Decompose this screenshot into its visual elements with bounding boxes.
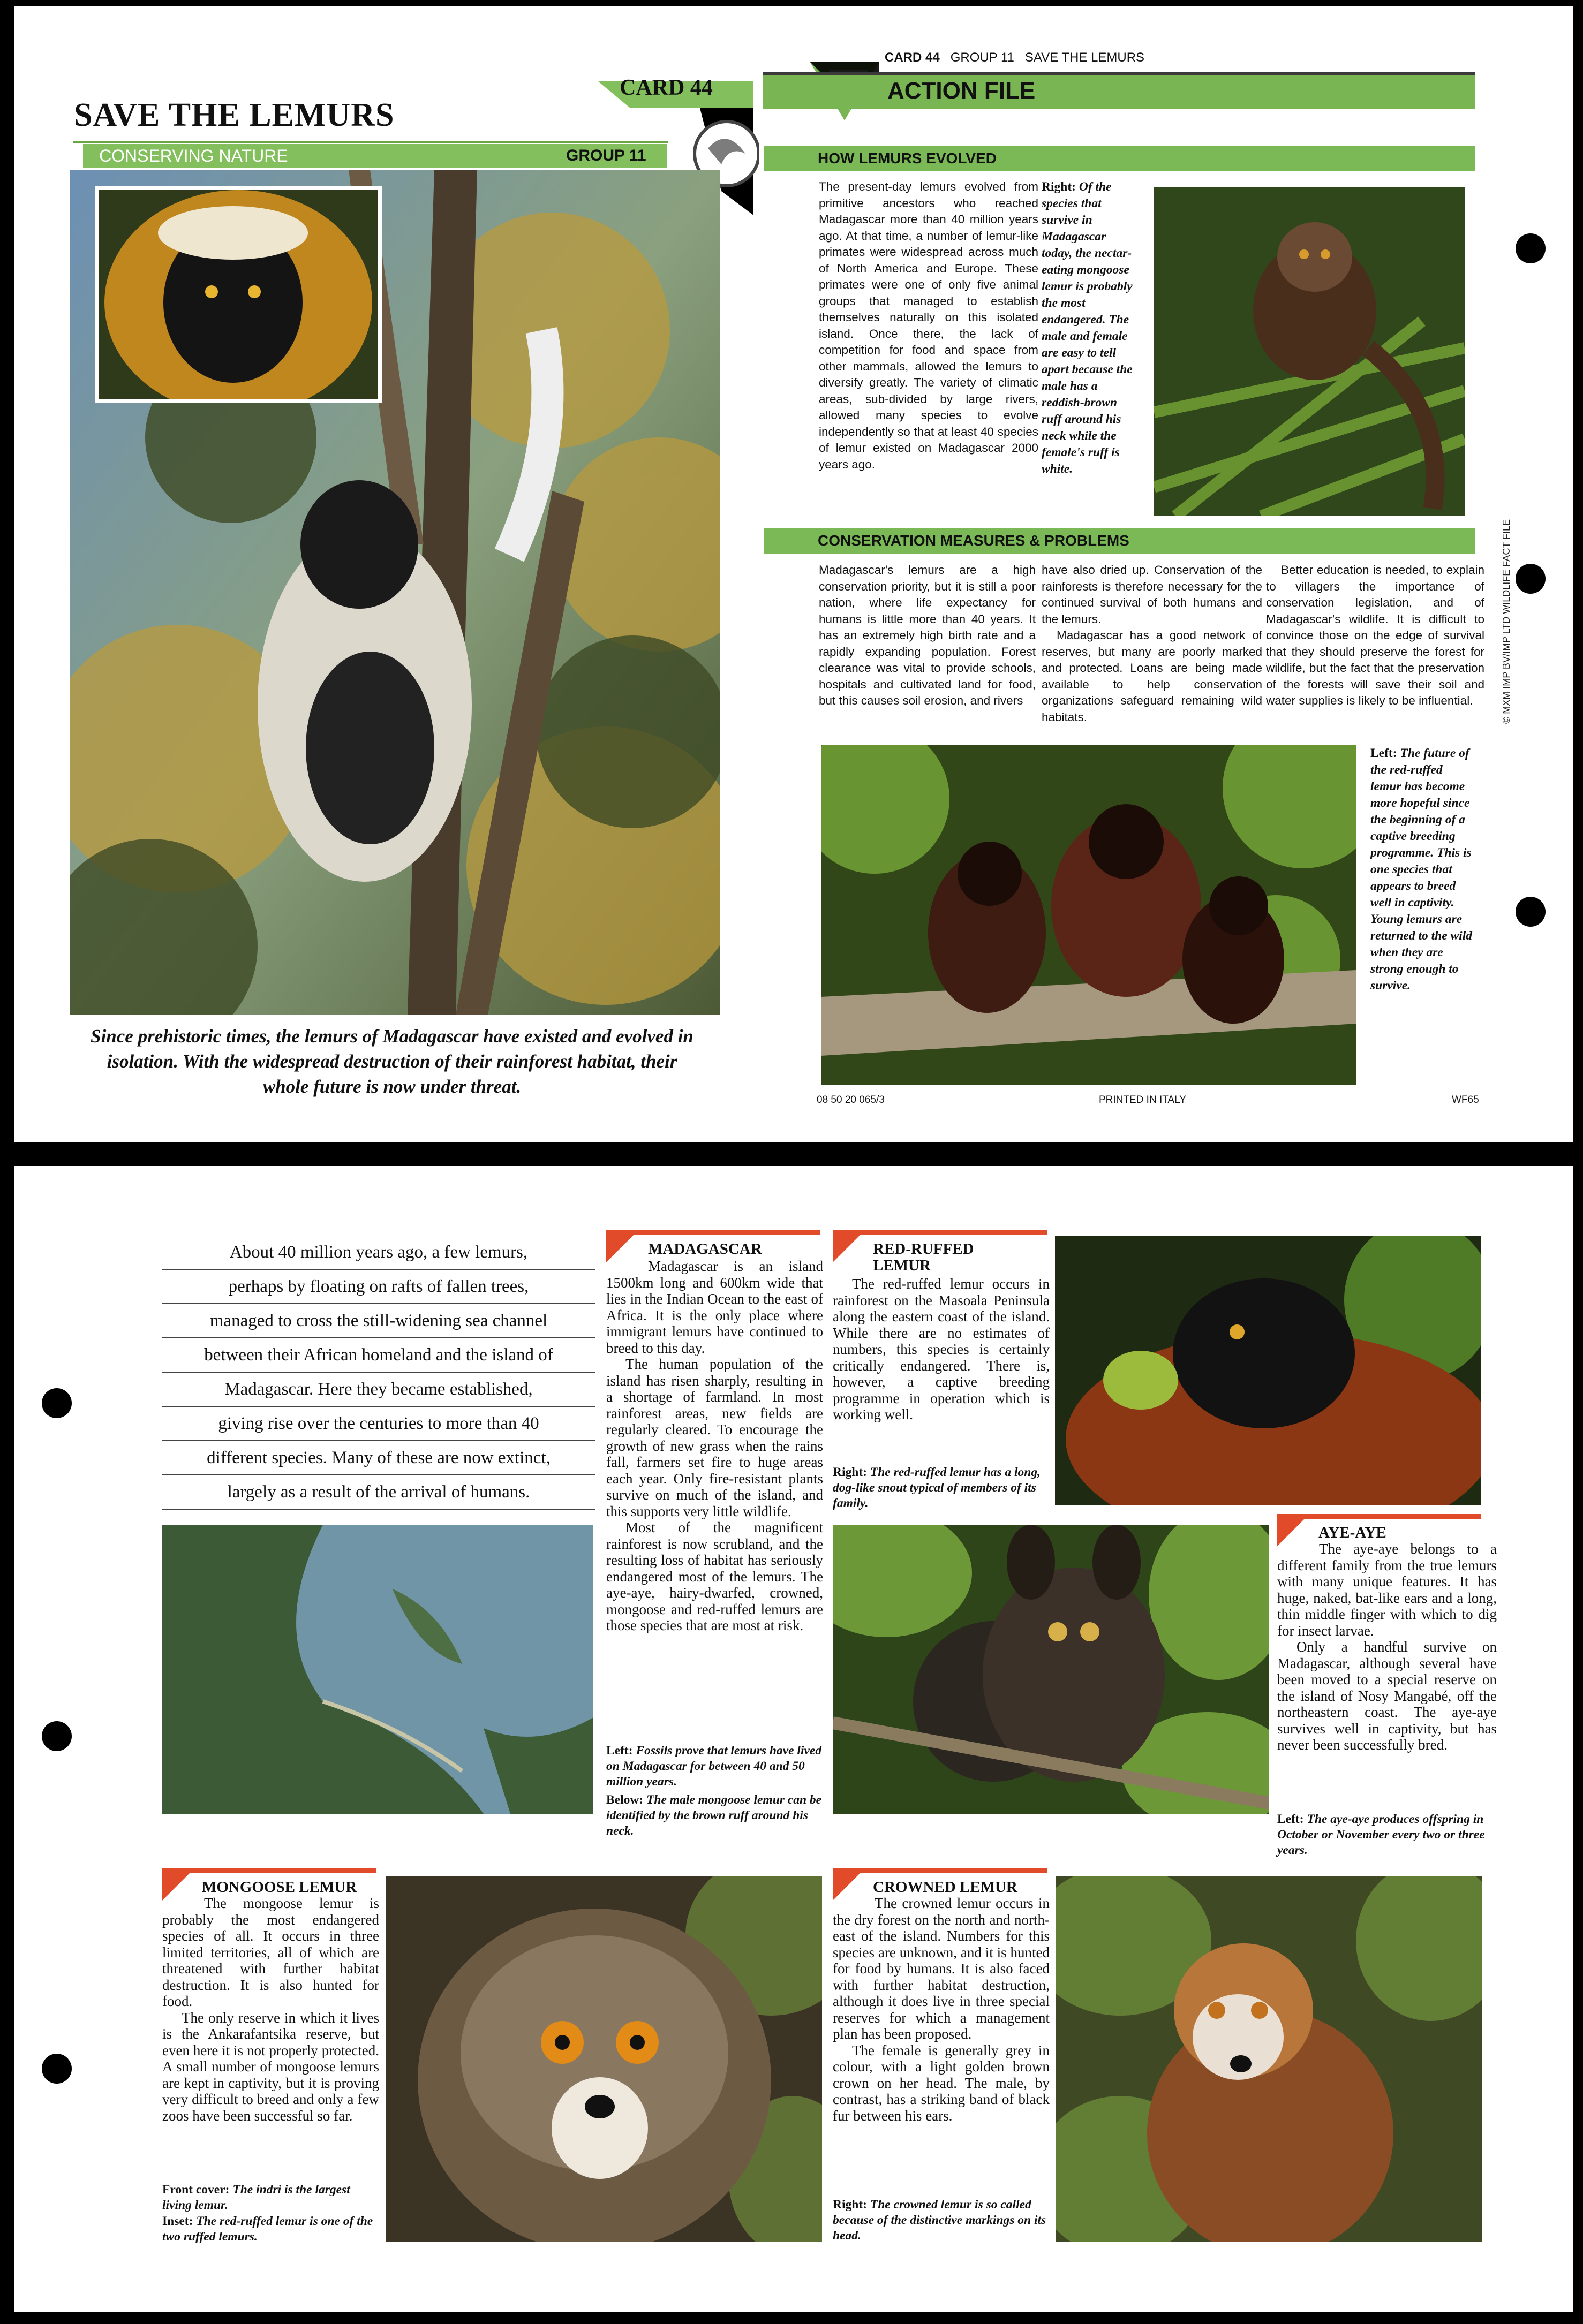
quote-line: giving rise over the centuries to more than 40	[162, 1407, 595, 1441]
madagascar-p1: Madagascar is an island 1500km long and 600km wide that lies in the Indian Ocean to the east of Africa. It is the only place where immigrant lemurs have continued to breed to this day.	[606, 1258, 823, 1356]
binder-hole	[42, 2054, 72, 2084]
caption-text: Fossils prove that lemurs have lived on Madagascar for between 40 and 50 million years.	[606, 1744, 822, 1789]
subtitle-bar	[73, 141, 668, 143]
crowned-photo	[1056, 1876, 1482, 2242]
mongoose-caption-inset	[162, 2214, 376, 2245]
madagascar-text	[606, 1258, 823, 1634]
header-card: CARD 44	[885, 50, 940, 65]
crowned-text	[833, 1895, 1050, 2124]
binder-hole	[42, 1388, 72, 1418]
bottom-card	[14, 1166, 1573, 2312]
quote-line: between their African homeland and the island of	[162, 1338, 595, 1373]
red-ruffed-caption	[833, 1465, 1050, 1511]
action-file-banner	[763, 72, 1475, 109]
crowned-heading: CROWNED LEMUR	[873, 1879, 1017, 1896]
madagascar-heading: MADAGASCAR	[648, 1240, 762, 1258]
mongoose-photo	[386, 1876, 822, 2242]
quote-line: largely as a result of the arrival of humans.	[162, 1475, 595, 1510]
header-title: SAVE THE LEMURS	[1024, 50, 1145, 65]
quote-line: perhaps by floating on rafts of fallen trees,	[162, 1270, 595, 1304]
header-line	[885, 50, 1144, 65]
caption-text: The aye-aye produces offspring in October or November every two or three years.	[1277, 1812, 1485, 1857]
caption-text: The red-ruffed lemur is one of the two ruffed lemurs.	[162, 2214, 373, 2244]
mongoose-p1: The mongoose lemur is probably the most endangered species of all. It occurs in three limited territories, all of which are threatened with further habitat destruction. It is also hunted for food.	[162, 1895, 379, 2009]
mongoose-lemur-photo	[1154, 187, 1465, 516]
quote-line: About 40 million years ago, a few lemurs,	[162, 1236, 595, 1270]
crowned-p2: The female is generally grey in colour, with a light golden brown crown on her head. The male, by contrast, has a striking band of black fur between his ears.	[833, 2042, 1050, 2124]
binder-hole	[42, 1721, 72, 1751]
aye-aye-heading: AYE-AYE	[1318, 1524, 1386, 1541]
red-ruffed-heading: RED-RUFFED LEMUR	[873, 1240, 974, 1274]
caption-text: The male mongoose lemur can be identified by the brown ruff around his neck.	[606, 1793, 822, 1838]
group-label: GROUP 11	[566, 147, 646, 164]
aye-aye-photo	[833, 1525, 1269, 1814]
red-ruffed-rule	[833, 1230, 1047, 1235]
conservation-col3: Better education is needed, to explain to villagers the importance of conservation legislation, and of Madagascar's wildlife. It is difficult to convince those on the edge of survival that they should preserve the forest for wildlife, but the fact that the preservation of the forests will save their soil and water supplies is likely to be influential.	[1266, 563, 1484, 707]
mongoose-rule	[162, 1868, 376, 1873]
caption-lead: Right:	[833, 2198, 867, 2212]
footer-code: 08 50 20 065/3	[817, 1094, 885, 1106]
caption-lead: Inset:	[162, 2214, 193, 2228]
red-ruffed-photo	[1055, 1236, 1481, 1505]
red-ruffed-group-photo	[821, 745, 1356, 1085]
conservation-col1: Madagascar's lemurs are a high conservation priority, but it is still a poor nation, where life expectancy for humans is little more than 40 years. It has an extremely high birth rate and a rapidly expanding population. Forest clearance was vital to provide schools, hospitals and cultivated land for food, but this causes soil erosion, and rivers	[819, 563, 1036, 707]
footer-ref: WF65	[1452, 1094, 1479, 1106]
section-evolved-text: The present-day lemurs evolved from primitive ancestors who reached Madagascar more than 40 million years ago. At that time, a number of lemur-like primates were widespread across much of North America and Europe. These primates were one of only five animal groups that managed to establish themselves naturally on this isolated island. Once there, the lack of competition for food and space from other mammals, allowed the lemurs to diversify greatly. The variety of climatic areas, sub-divided by large rivers, allowed many species to evolve independently so that at least 40 species of lemur existed on Madagascar 2000 years ago.	[819, 180, 1038, 471]
madagascar-p3: Most of the magnificent rainforest is now scrubland, and the resulting loss of habitat has seriously endangered most of the lemurs. The aye-aye, hairy-dwarfed, crowned, mongoose and red-ruffed lemurs are those species that are most at risk.	[606, 1519, 823, 1633]
section-conservation-caption	[1370, 745, 1472, 994]
crowned-rule	[833, 1868, 1047, 1873]
caption-text: The red-ruffed lemur has a long, dog-like snout typical of members of its family.	[833, 1465, 1041, 1510]
red-ruffed-marker	[833, 1230, 865, 1262]
caption-text: Of the species that survive in Madagascar today, the nectar-eating mongoose lemur is probably the most endangered. The male and female are easy to tell apart because the male has a reddish-brown ruff around his neck while the female's ruff is white.	[1042, 180, 1133, 476]
conservation-col2b: Madagascar has a good network of reserves, but many are poorly marked and protected. Loans are being made available to help conservation organizations safeguard remaining wild habitats.	[1042, 629, 1262, 724]
madagascar-p2: The human population of the island has risen sharply, resulting in a shortage of farmland. In most rainforest areas, new fields are regularly cleared. To encourage the growth of new grass when the rains fall, farmers set fire to huge areas each year. Only fire-resistant plants survive on much of the island, and this supports very little wildlife.	[606, 1356, 823, 1519]
intro-text: Since prehistoric times, the lemurs of Madagascar have existed and evolved in isolation. With the widespread destruction of their rainforest habitat, their whole future is now under threat.	[91, 1026, 693, 1097]
caption-lead: Left:	[1370, 746, 1397, 760]
quote-line: different species. Many of these are now extinct,	[162, 1441, 595, 1475]
page-title: SAVE THE LEMURS	[74, 97, 395, 133]
caption-lead: Right:	[833, 1465, 867, 1479]
madagascar-marker	[606, 1230, 638, 1262]
madagascar-caption-left	[606, 1743, 831, 1790]
section-evolved-caption	[1042, 179, 1133, 478]
aye-aye-p1: The aye-aye belongs to a different family from the true lemurs with many unique features. It has huge, naked, bat-like ears and a long, thin middle finger with which to dig for insect larvae.	[1277, 1541, 1497, 1639]
caption-lead: Right:	[1042, 180, 1076, 194]
caption-lead: Below:	[606, 1793, 644, 1807]
red-ruffed-p1: The red-ruffed lemur occurs in rainforest on the Masoala Peninsula along the eastern coast of the island. While there are no estimates of numbers, this species is certainly critically endangered. There is, however, a captive breeding programme in operation which is working well.	[833, 1276, 1050, 1422]
quote-line: managed to cross the still-widening sea channel	[162, 1304, 595, 1338]
mongoose-heading: MONGOOSE LEMUR	[202, 1879, 357, 1896]
caption-lead: Front cover:	[162, 2183, 230, 2197]
caption-text: The indri is the largest living lemur.	[162, 2183, 350, 2212]
crowned-caption	[833, 2197, 1050, 2244]
top-card	[14, 6, 1573, 1142]
conservation-col2a: have also dried up. Conservation of the rainforests is therefore necessary for the continued survival of both humans and the lemurs.	[1042, 563, 1262, 626]
caption-lead: Left:	[606, 1744, 633, 1758]
copyright-text: © MXM IMP BV/IMP LTD WILDLIFE FACT FILE	[1501, 519, 1512, 724]
caption-lead: Left:	[1277, 1812, 1304, 1826]
section-evolved-heading: HOW LEMURS EVOLVED	[764, 146, 1475, 171]
madagascar-caption-below	[606, 1792, 831, 1839]
crowned-p1: The crowned lemur occurs in the dry forest on the north and north-east of the island. Numbers for this species are unknown, and it is hunted for food by humans. It is also faced with further habitat destruction, although it does live in three special reserves for which a management plan has been proposed.	[833, 1895, 1050, 2042]
inset-photo	[95, 186, 382, 403]
red-ruffed-text	[833, 1276, 1050, 1423]
aye-aye-p2: Only a handful survive on Madagascar, although several have been moved to a special reserve on the island of Nosy Mangabé, off the northeastern coast. The aye-aye survives well in captivity, but has never been successfully bred.	[1277, 1639, 1497, 1753]
card-tab-label: CARD 44	[620, 75, 713, 100]
mongoose-caption-front	[162, 2182, 376, 2213]
madagascar-rule	[606, 1230, 820, 1235]
coastline-photo	[162, 1525, 593, 1814]
binder-hole	[1516, 897, 1546, 927]
footer-printed: PRINTED IN ITALY	[1099, 1094, 1186, 1106]
aye-aye-rule	[1277, 1514, 1481, 1519]
aye-aye-text	[1277, 1541, 1497, 1753]
quote-line: Madagascar. Here they became established,	[162, 1373, 595, 1407]
header-group: GROUP 11	[950, 50, 1014, 65]
aye-aye-caption	[1277, 1812, 1497, 1858]
binder-hole	[1516, 564, 1546, 594]
caption-text: The future of the red-ruffed lemur has become more hopeful since the beginning of a captive breeding programme. This is one species that appears to breed well in captivity. Young lemurs are returned to the wild when they are strong enough to survive.	[1370, 746, 1472, 993]
section-conservation-heading: CONSERVATION MEASURES & PROBLEMS	[764, 528, 1475, 554]
action-file-title: ACTION FILE	[887, 78, 1036, 104]
caption-text: The crowned lemur is so called because of the distinctive markings on its head.	[833, 2198, 1046, 2243]
binder-hole	[1516, 233, 1546, 263]
subtitle-text: CONSERVING NATURE	[99, 146, 288, 165]
conservation-col2	[1042, 562, 1262, 725]
mongoose-p2: The only reserve in which it lives is the Ankarafantsika reserve, but even here it is not properly protected. A small number of mongoose lemurs are kept in captivity, but it is proving very difficult to breed and only a few zoos have been successful so far.	[162, 2009, 379, 2124]
mongoose-text	[162, 1895, 379, 2124]
quote-block	[162, 1236, 595, 1510]
